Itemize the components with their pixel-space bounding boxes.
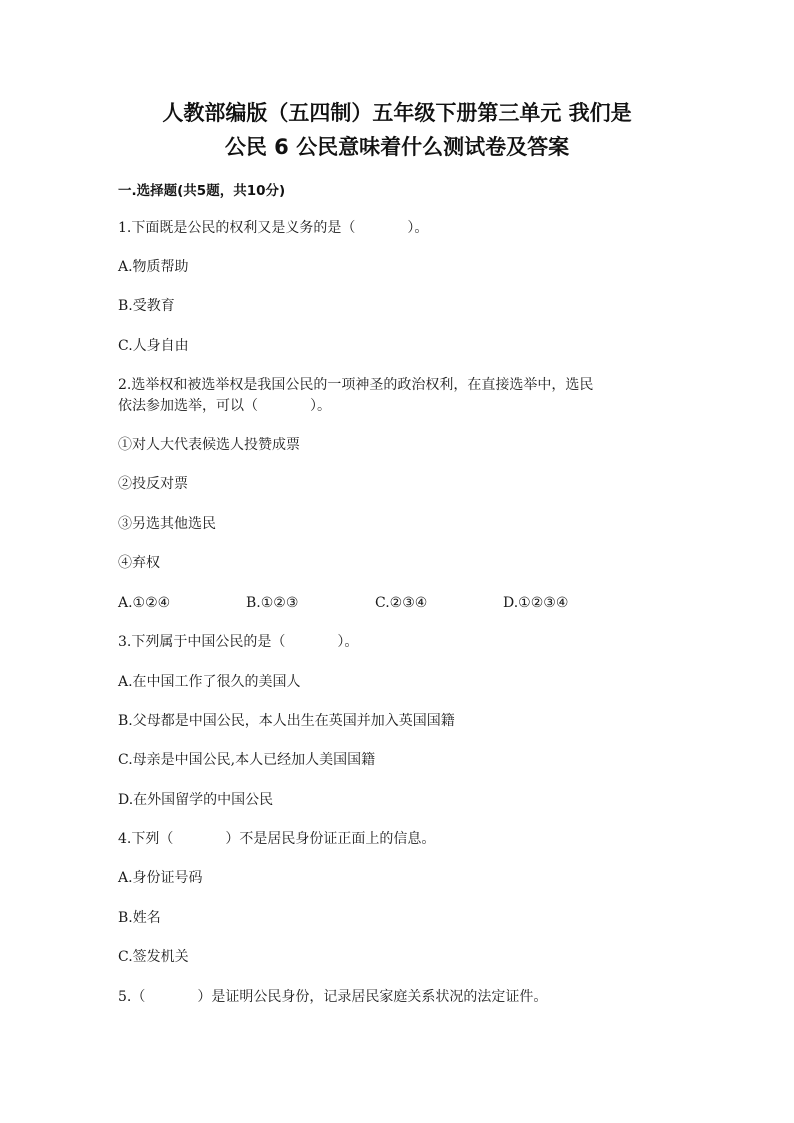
question-4-option-c: C.签发机关 (118, 949, 189, 965)
question-5-stem-after: ）是证明公民身份，记录居民家庭关系状况的法定证件。 (197, 989, 548, 1005)
question-2-item-1: ①对人大代表候选人投赞成票 (118, 437, 300, 453)
question-2-option-d: D.①②③④ (503, 595, 569, 611)
question-2-stem-after: ）。 (310, 398, 331, 414)
question-2-item-3: ③另选其他选民 (118, 516, 216, 532)
document-title (100, 96, 694, 164)
title-line-2: 公民 6 公民意味着什么测试卷及答案 (224, 135, 570, 159)
question-3-option-a: A.在中国工作了很久的美国人 (118, 674, 301, 690)
question-1-option-a: A.物质帮助 (118, 259, 189, 275)
question-1-option-c: C.人身自由 (118, 338, 189, 354)
question-1-stem (118, 218, 428, 238)
question-5-stem (118, 987, 547, 1007)
question-1-option-b: B.受教育 (118, 298, 175, 314)
question-2-option-a: A.①②④ (118, 595, 171, 611)
question-2-option-b: B.①②③ (246, 595, 299, 611)
question-3-option-b: B.父母都是中国公民，本人出生在英国并加入英国国籍 (118, 713, 455, 729)
question-3-option-d: D.在外国留学的中国公民 (118, 792, 274, 808)
question-3-stem-after: ）。 (337, 634, 359, 650)
question-1-stem-after: ）。 (407, 220, 429, 236)
question-4-stem-after: ）不是居民身份证正面上的信息。 (225, 831, 436, 847)
question-2-stem-line-1: 2.选举权和被选举权是我国公民的一项神圣的政治权利，在直接选举中，选民 (118, 377, 594, 393)
question-3-option-c: C.母亲是中国公民,本人已经加人美国国籍 (118, 752, 376, 768)
question-4-stem (118, 829, 435, 849)
question-3-stem (118, 632, 358, 652)
question-4-stem-before: 4.下列（ (118, 831, 174, 847)
question-2-stem-line-2 (118, 396, 331, 416)
section-heading: 一.选择题(共5题，共10分) (118, 183, 286, 199)
question-3-stem-before: 3.下列属于中国公民的是（ (118, 634, 286, 650)
question-4-option-b: B.姓名 (118, 910, 161, 926)
question-2-item-4: ④弃权 (118, 555, 160, 571)
question-2-item-2: ②投反对票 (118, 476, 188, 492)
question-2-stem-before: 依法参加选举，可以（ (118, 398, 258, 414)
question-1-stem-before: 1.下面既是公民的权利又是义务的是（ (118, 220, 356, 236)
title-line-1: 人教部编版（五四制）五年级下册第三单元 我们是 (162, 101, 632, 125)
question-5-stem-before: 5.（ (118, 989, 146, 1005)
question-2-option-c: C.②③④ (375, 595, 428, 611)
question-4-option-a: A.身份证号码 (118, 870, 203, 886)
